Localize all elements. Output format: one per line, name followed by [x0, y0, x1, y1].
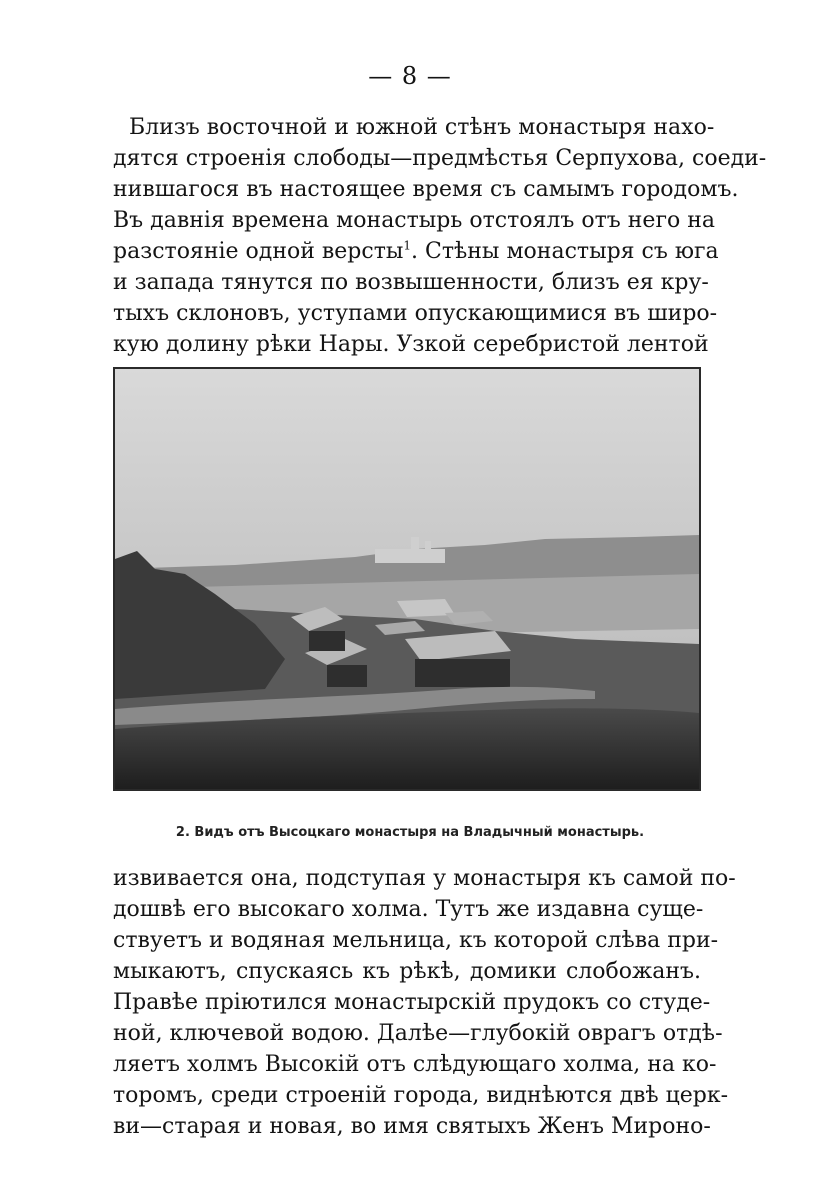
text-line: дятся строенія слободы—предмѣстья Серпухова, соеди-	[113, 146, 767, 171]
text-line: нившагося въ настоящее время съ самымъ городомъ.	[113, 177, 739, 202]
text-line: торомъ, среди строеній города, виднѣются двѣ церк-	[113, 1083, 729, 1108]
paragraph-bottom	[113, 863, 736, 1142]
landscape-photograph	[113, 367, 701, 791]
text-line: мыкаютъ, спускаясь къ рѣкѣ, домики слобожанъ.	[113, 959, 701, 984]
text-fragment: . Стѣны монастыря съ юга	[411, 239, 719, 264]
text-line: тыхъ склоновъ, уступами опускающимися въ широ-	[113, 301, 718, 326]
text-line: ной, ключевой водою. Далѣе—глубокій оврагъ отдѣ-	[113, 1021, 723, 1046]
text-line: Правѣе пріютился монастырскій прудокъ со студе-	[113, 990, 711, 1015]
text-line: и запада тянутся по возвышенности, близъ ея кру-	[113, 270, 709, 295]
page-number: — 8 —	[368, 62, 452, 90]
photo-illustration	[115, 369, 699, 789]
text-line-with-footnote	[113, 236, 719, 267]
text-line: ви—старая и новая, во имя святыхъ Женъ Мироно-	[113, 1114, 711, 1139]
paragraph-top	[113, 112, 767, 360]
text-line: дошвѣ его высокаго холма. Тутъ же издавна суще-	[113, 897, 704, 922]
text-line: ляетъ холмъ Высокій отъ слѣдующаго холма, на ко-	[113, 1052, 717, 1077]
footnote-marker[interactable]: 1	[403, 238, 412, 253]
text-line: ствуетъ и водяная мельница, къ которой слѣва при-	[113, 928, 719, 953]
figure-caption: 2. Видъ отъ Высоцкаго монастыря на Владычный монастырь.	[175, 825, 645, 840]
text-line: извивается она, подступая у монастыря къ самой по-	[113, 866, 736, 891]
text-line: Въ давнія времена монастырь отстоялъ отъ него на	[113, 208, 715, 233]
text-fragment: разстояніе одной версты	[113, 239, 404, 264]
text-line: кую долину рѣки Нары. Узкой серебристой лентой	[113, 332, 709, 357]
text-line: Близъ восточной и южной стѣнъ монастыря нахо-	[129, 115, 715, 140]
